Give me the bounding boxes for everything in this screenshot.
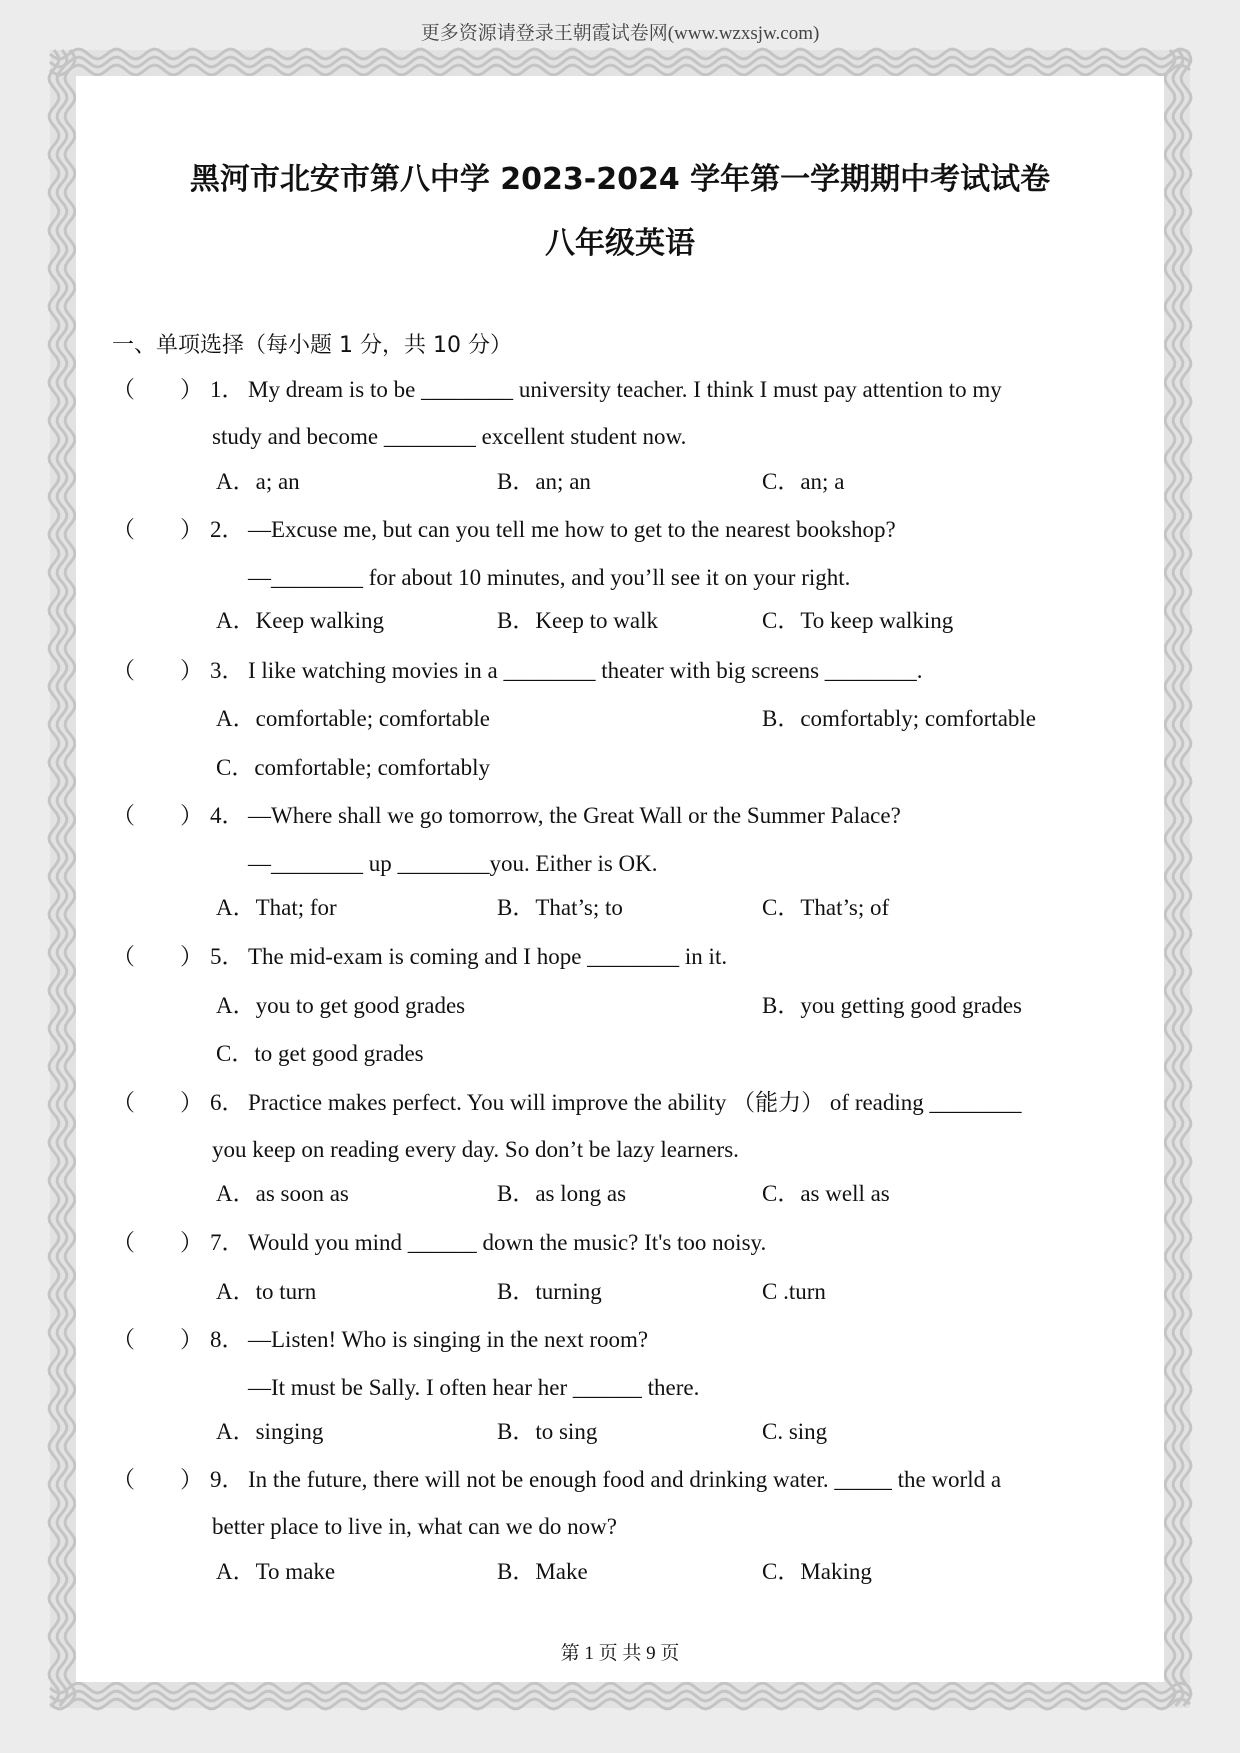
question-text: Practice makes perfect. You will improve the ability （能力） of reading ________: [248, 1090, 1022, 1115]
answer-blank-close-paren: ）: [180, 803, 203, 828]
answer-blank-close-paren: ）: [180, 517, 203, 542]
answer-option-a[interactable]: A．singing: [216, 1419, 324, 1444]
answer-option-b[interactable]: B．That’s; to: [497, 895, 623, 920]
answer-option-a[interactable]: A．To make: [216, 1559, 336, 1584]
question-text: —Excuse me, but can you tell me how to get to the nearest bookshop?: [248, 517, 896, 542]
answer-blank-open-paren[interactable]: （: [112, 1327, 135, 1352]
site-header-text: 更多资源请登录王朝霞试卷网(www.wzxsjw.com): [420, 23, 820, 44]
answer-option-c[interactable]: C．To keep walking: [762, 608, 954, 633]
question-number: 5．: [210, 944, 245, 969]
answer-option-a[interactable]: A．to turn: [216, 1279, 317, 1304]
answer-option-a[interactable]: A．That; for: [216, 895, 337, 920]
answer-option-c[interactable]: C．to get good grades: [216, 1041, 424, 1066]
question-text: you keep on reading every day. So don’t be lazy learners.: [212, 1137, 739, 1162]
answer-blank-close-paren: ）: [180, 1467, 203, 1492]
question-text: My dream is to be ________ university teacher. I think I must pay attention to my: [248, 377, 1002, 402]
answer-option-b[interactable]: B．turning: [497, 1279, 602, 1304]
answer-option-c[interactable]: C．as well as: [762, 1181, 890, 1206]
answer-blank-close-paren: ）: [180, 377, 203, 402]
answer-option-b[interactable]: B．you getting good grades: [762, 993, 1022, 1018]
question-number: 8．: [210, 1327, 245, 1352]
answer-blank-open-paren[interactable]: （: [112, 1467, 135, 1492]
answer-option-c[interactable]: C．That’s; of: [762, 895, 890, 920]
answer-blank-open-paren[interactable]: （: [112, 803, 135, 828]
exam-subtitle: 八年级英语: [545, 226, 695, 261]
question-number: 7．: [210, 1230, 245, 1255]
answer-blank-open-paren[interactable]: （: [112, 517, 135, 542]
question-text: The mid-exam is coming and I hope ________ in it.: [248, 944, 728, 969]
answer-blank-close-paren: ）: [180, 1230, 203, 1255]
answer-option-a[interactable]: A．Keep walking: [216, 608, 384, 633]
answer-option-a[interactable]: A．a; an: [216, 469, 300, 494]
answer-option-a[interactable]: A．as soon as: [216, 1181, 349, 1206]
question-text: better place to live in, what can we do now?: [212, 1514, 617, 1539]
answer-option-b[interactable]: B．comfortably; comfortable: [762, 706, 1037, 731]
answer-option-c[interactable]: C .turn: [762, 1279, 826, 1304]
question-number: 1．: [210, 377, 245, 402]
question-number: 2．: [210, 517, 245, 542]
question-number: 9．: [210, 1467, 245, 1492]
question-text: study and become ________ excellent student now.: [212, 424, 687, 449]
question-text: —Listen! Who is singing in the next room?: [248, 1327, 649, 1352]
page-footer: 第 1 页 共 9 页: [560, 1643, 680, 1664]
answer-blank-close-paren: ）: [180, 658, 203, 683]
answer-option-c[interactable]: C．Making: [762, 1559, 872, 1584]
answer-option-c[interactable]: C．an; a: [762, 469, 845, 494]
answer-blank-close-paren: ）: [180, 1090, 203, 1115]
answer-blank-open-paren[interactable]: （: [112, 1230, 135, 1255]
question-number: 6．: [210, 1090, 245, 1115]
answer-option-c[interactable]: C．comfortable; comfortably: [216, 755, 491, 780]
answer-option-c[interactable]: C. sing: [762, 1419, 828, 1444]
question-text: —It must be Sally. I often hear her ______ there.: [248, 1375, 700, 1400]
answer-option-a[interactable]: A．you to get good grades: [216, 993, 466, 1018]
question-text: In the future, there will not be enough food and drinking water. _____ the world a: [248, 1467, 1002, 1492]
answer-blank-open-paren[interactable]: （: [112, 944, 135, 969]
question-text: I like watching movies in a ________ theater with big screens ________.: [248, 658, 923, 683]
question-text: —________ for about 10 minutes, and you’ll see it on your right.: [248, 565, 851, 590]
question-text: —________ up ________you. Either is OK.: [248, 851, 658, 876]
answer-option-b[interactable]: B．an; an: [497, 469, 591, 494]
question-text: —Where shall we go tomorrow, the Great Wall or the Summer Palace?: [248, 803, 901, 828]
answer-blank-close-paren: ）: [180, 1327, 203, 1352]
answer-option-b[interactable]: B．to sing: [497, 1419, 598, 1444]
answer-option-b[interactable]: B．Make: [497, 1559, 588, 1584]
question-number: 4．: [210, 803, 245, 828]
answer-option-a[interactable]: A．comfortable; comfortable: [216, 706, 490, 731]
answer-blank-open-paren[interactable]: （: [112, 1090, 135, 1115]
answer-blank-close-paren: ）: [180, 944, 203, 969]
question-text: Would you mind ______ down the music? It's too noisy.: [248, 1230, 767, 1255]
answer-blank-open-paren[interactable]: （: [112, 377, 135, 402]
answer-blank-open-paren[interactable]: （: [112, 658, 135, 683]
answer-option-b[interactable]: B．Keep to walk: [497, 608, 658, 633]
exam-title: 黑河市北安市第八中学 2023-2024 学年第一学期期中考试试卷: [189, 162, 1051, 197]
question-number: 3．: [210, 658, 245, 683]
section-heading: 一、单项选择（每小题 1 分，共 10 分）: [112, 333, 512, 358]
answer-option-b[interactable]: B．as long as: [497, 1181, 627, 1206]
